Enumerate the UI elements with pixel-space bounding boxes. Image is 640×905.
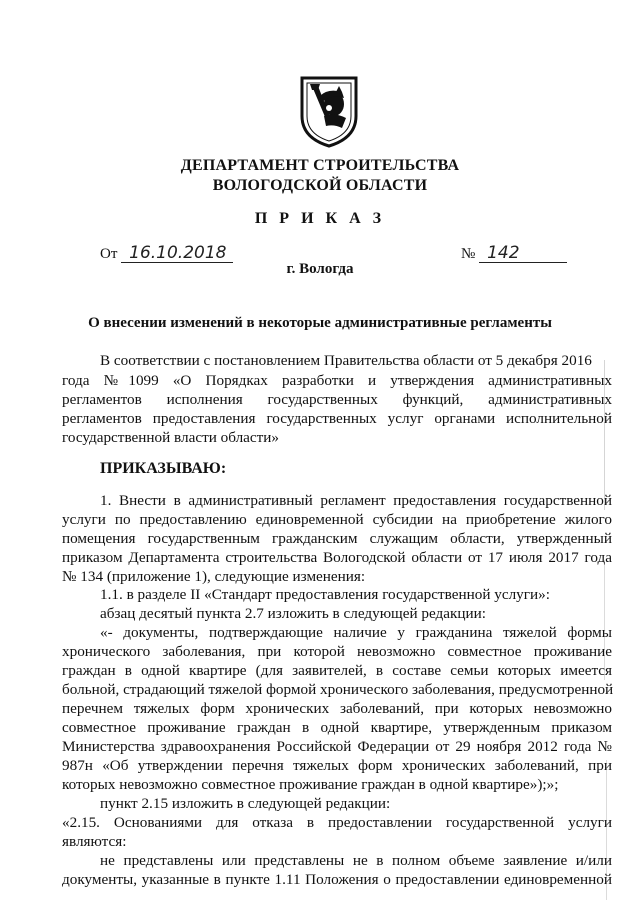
- body-line: № 134 (приложение 1), следующие изменения:: [62, 568, 366, 585]
- scan-artifact-line: [604, 360, 605, 510]
- preamble-line: регламентов предоставления государственных услуг органами исполнительной: [62, 410, 612, 427]
- order-subject: О внесении изменений в некоторые административные регламенты: [88, 315, 552, 331]
- body-line: пункт 2.15 изложить в следующей редакции:: [100, 795, 391, 812]
- body-line: граждан в одной квартире (для заявителей, в составе семьи которых имеется: [62, 662, 612, 679]
- city: г. Вологда: [286, 261, 354, 277]
- preamble-line: государственной власти области»: [62, 429, 279, 446]
- body-line: совместное проживание граждан в одной квартире, утвержденным приказом: [62, 719, 612, 736]
- date-label: От: [100, 246, 118, 262]
- body-line: абзац десятый пункта 2.7 изложить в следующей редакции:: [100, 605, 486, 622]
- date-value: 16.10.2018: [121, 244, 233, 263]
- body-line: больной, страдающий тяжелой формой хронического заболевания, предусмотренной: [62, 681, 614, 698]
- number-label: №: [461, 246, 476, 262]
- body-line: являются:: [62, 833, 127, 850]
- coat-of-arms-emblem: [298, 74, 360, 148]
- preamble-line: В соответствии с постановлением Правительства области от 5 декабря 2016: [100, 352, 592, 369]
- department-name-line2: ВОЛОГОДСКОЙ ОБЛАСТИ: [212, 177, 428, 194]
- decree-word: ПРИКАЗЫВАЮ:: [100, 460, 227, 477]
- body-line: «- документы, подтверждающие наличие у гражданина тяжелой формы: [100, 624, 612, 641]
- number-value: 142: [479, 244, 567, 263]
- body-line: не представлены или представлены не в полном объеме заявление и/или: [100, 852, 612, 869]
- body-line: помещения государственным гражданским служащим области, утвержденный: [62, 530, 612, 547]
- body-line: 1. Внести в административный регламент предоставления государственной: [100, 492, 612, 509]
- order-title: П Р И К А З: [254, 210, 386, 227]
- preamble-line: регламентов исполнения государственных функций, административных: [62, 391, 612, 408]
- body-line: Министерства здравоохранения Российской Федерации от 29 ноября 2012 года №: [62, 738, 612, 755]
- body-line: услуги по предоставлению единовременной субсидии на приобретение жилого: [62, 511, 612, 528]
- body-line: приказом Департамента строительства Вологодской области от 17 июля 2017 года: [62, 549, 612, 566]
- body-line: документы, указанные в пункте 1.11 Положения о предоставлении единовременной: [62, 871, 612, 888]
- preamble-line: года №1099 «О Порядках разработки и утверждения административных: [62, 372, 612, 389]
- body-line: 1.1. в разделе II «Стандарт предоставления государственной услуги»:: [100, 586, 550, 603]
- scan-artifact-line: [606, 760, 607, 900]
- department-name-line1: ДЕПАРТАМЕНТ СТРОИТЕЛЬСТВА: [180, 157, 460, 174]
- body-line: «2.15. Основаниями для отказа в предоставлении государственной услуги: [62, 814, 612, 831]
- scan-artifact-line: [604, 560, 605, 680]
- body-line: 987н «Об утверждении перечня тяжелых форм хронических заболеваний, при: [62, 757, 612, 774]
- body-line: которых невозможно совместное проживание граждан в одной квартире»);»;: [62, 776, 559, 793]
- body-line: хронического заболевания, при которой невозможно совместное проживание: [62, 643, 612, 660]
- body-line: перечнем тяжелых форм хронических заболеваний, при которых невозможно: [62, 700, 612, 717]
